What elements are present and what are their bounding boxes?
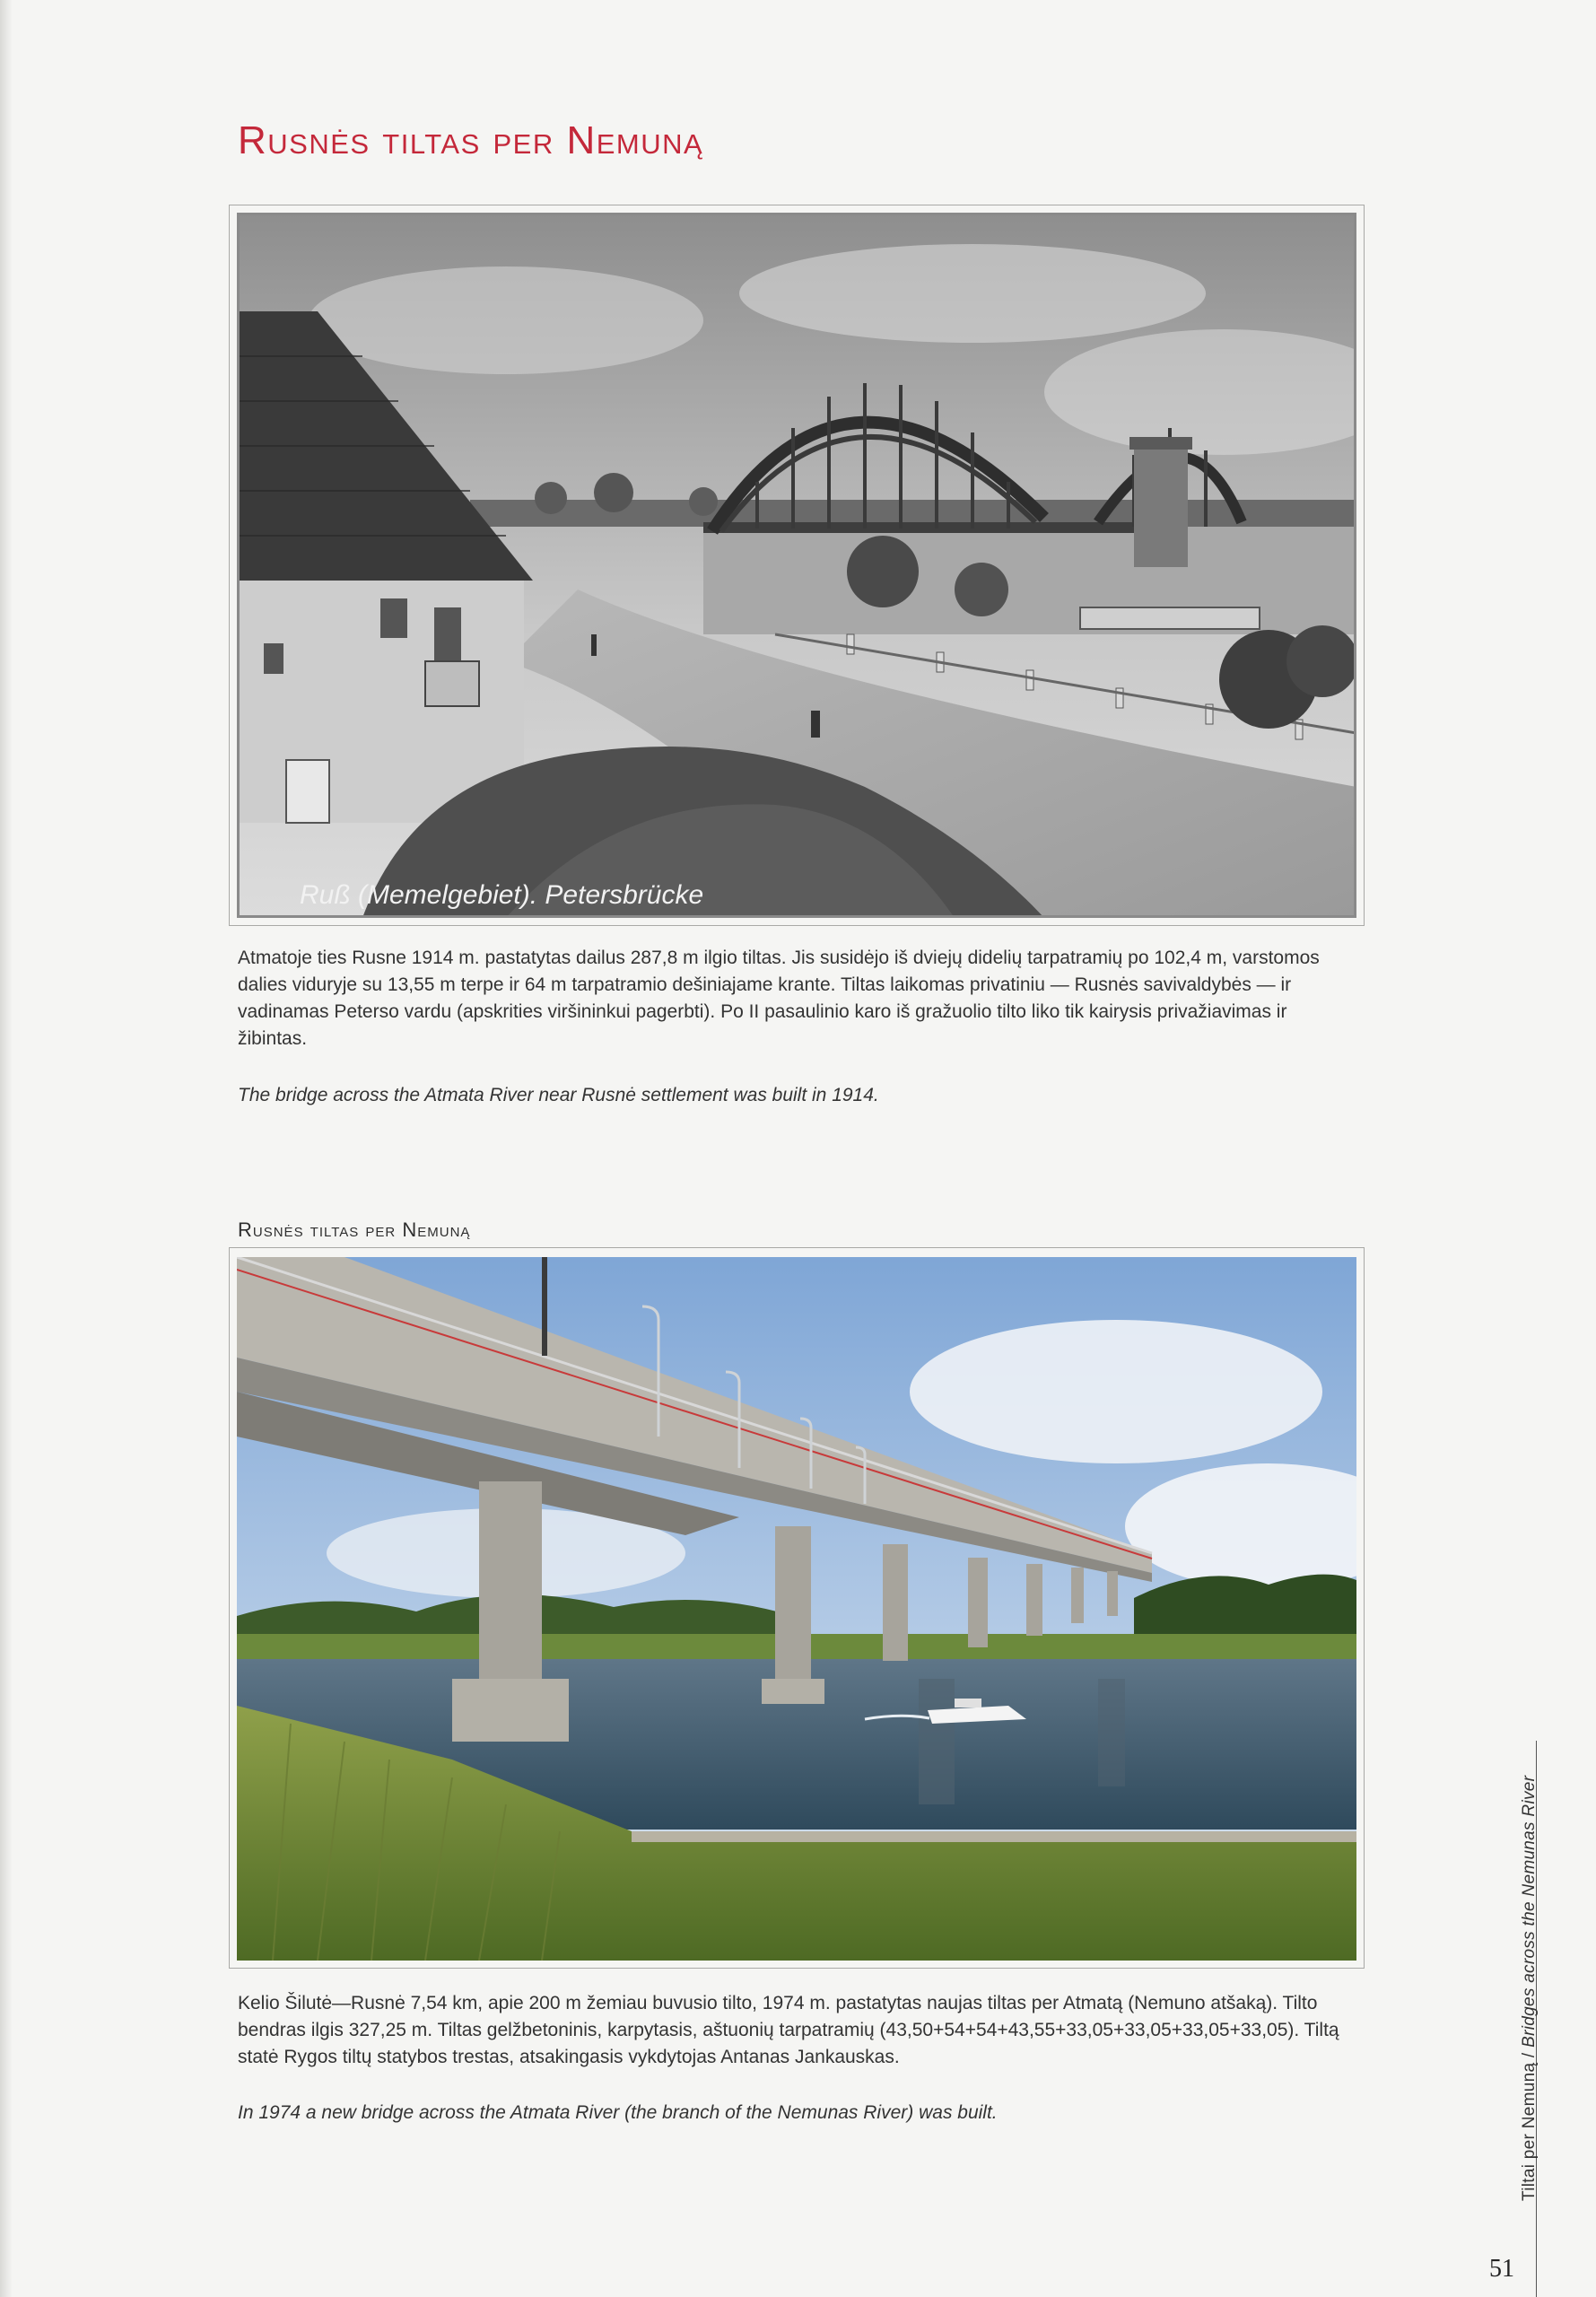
modern-bridge-illustration [237, 1257, 1356, 1961]
running-header-en: Bridges across the Nemunas River [1520, 1775, 1539, 2048]
subsection-title: Rusnės tiltas per Nemuną [238, 1218, 471, 1241]
section-title: Rusnės tiltas per Nemuną [238, 118, 704, 162]
caption-modern-bridge: Kelio Šilutė—Rusnė 7,54 km, apie 200 m žemiau buvusio tilto, 1974 m. pastatytas naujas tiltas per Atmatą (Nemuno atšaką). Tilto bendras ilgis 327,25 m. Tiltas gelžbetoninis, karpytasis, aštuonių tarpatramių (43,50+54+54+43,55+33,05+33,05+33,05+33,05). Tiltą statė Rygos tiltų statybos trestas, atsakingasis vykdytojas Antanas Jankauskas. [238, 1993, 1339, 2067]
photo-historic-bridge [229, 205, 1365, 926]
running-header-text [1520, 1776, 1539, 2201]
photo-inscription: Ruß (Memelgebiet). Petersbrücke [300, 880, 704, 910]
caption-historic-bridge-english: The bridge across the Atmata River near Rusnė settlement was built in 1914. [238, 1085, 879, 1105]
running-header-lt: Tiltai per Nemuną / [1520, 2047, 1539, 2201]
photo-modern-bridge [229, 1247, 1365, 1969]
page-number: 51 [1489, 2255, 1514, 2283]
historic-bridge-illustration [237, 213, 1356, 918]
page-gutter-shadow [0, 0, 13, 2297]
caption-historic-bridge: Atmatoje ties Rusne 1914 m. pastatytas dailus 287,8 m ilgio tiltas. Jis susidėjo iš dviejų didelių tarpatramių po 102,4 m, varstomos dalies viduryje su 13,55 m terpe ir 64 m tarpatramio dešiniajame krante. Tiltas laikomas privatiniu — Rusnės savivaldybės — ir vadinamas Peterso vardu (apskrities viršininkui pagerbti). Po II pasaulinio karo iš gražuolio tilto liko tik kairysis privažiavimas ir žibintas. [238, 948, 1320, 1049]
caption-modern-bridge-english: In 1974 a new bridge across the Atmata River (the branch of the Nemunas River) was built. [238, 2102, 998, 2123]
